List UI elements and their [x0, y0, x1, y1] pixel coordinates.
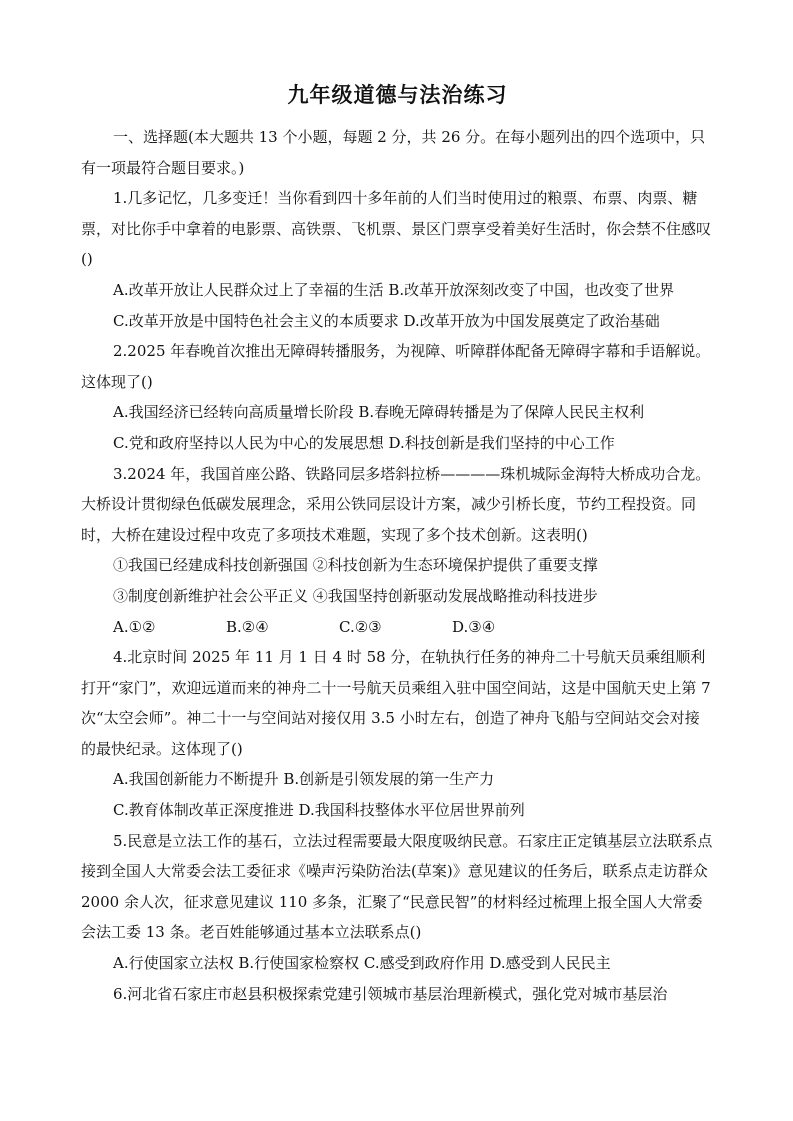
- question-3-stem: 3.2024 年，我国首座公路、铁路同层多塔斜拉桥————珠机城际金海特大桥成功合龙。大桥设计贯彻绿色低碳发展理念，采用公铁同层设计方案，减少引桥长度，节约工程投资。同时，大桥在建设过程中攻克了多项技术难题，实现了多个技术创新。这表明(): [81, 464, 711, 544]
- question-list: [81, 122, 714, 1009]
- question-3-option-b: B.②④: [226, 617, 269, 636]
- question-2-options-ab: A.我国经济已经转向高质量增长阶段 B.春晚无障碍转播是为了保障人民民主权利: [113, 403, 645, 422]
- question-6-stem: 6.河北省石家庄市赵县积极探索党建引领城市基层治理新模式，强化党对城市基层治: [113, 984, 668, 1003]
- question-1-options-cd: C.改革开放是中国特色社会主义的本质要求 D.改革开放为中国发展奠定了政治基础: [113, 311, 660, 330]
- question-5-options: A.行使国家立法权 B.行使国家检察权 C.感受到政府作用 D.感受到人民民主: [113, 954, 611, 973]
- question-1-stem: 1.几多记忆，几多变迁！当你看到四十多年前的人们当时使用过的粮票、布票、肉票、糖票，对比你手中拿着的电影票、高铁票、飞机票、景区门票享受着美好生活时，你会禁不住感叹(): [81, 189, 712, 269]
- question-4-options-cd: C.教育体制改革正深度推进 D.我国科技整体水平位居世界前列: [113, 801, 525, 820]
- question-3-items-12: ①我国已经建成科技创新强国 ②科技创新为生态环境保护提供了重要支撑: [113, 556, 598, 575]
- question-3-options: [81, 612, 714, 643]
- question-2-stem: 2.2025 年春晚首次推出无障碍转播服务，为视障、听障群体配备无障碍字幕和手语解说。这体现了(): [81, 342, 711, 391]
- page-title: 九年级道德与法治练习: [287, 83, 508, 107]
- section-header: 一、选择题(本大题共 13 个小题，每题 2 分，共 26 分。在每小题列出的四个选项中，只有一项最符合题目要求。): [81, 128, 706, 177]
- question-1-options-ab: A.改革开放让人民群众过上了幸福的生活 B.改革开放深刻改变了中国，也改变了世界: [113, 280, 675, 299]
- question-3-items-34: ③制度创新维护社会公平正义 ④我国坚持创新驱动发展战略推动科技进步: [113, 586, 598, 605]
- question-5-stem: 5.民意是立法工作的基石，立法过程需要最大限度吸纳民意。石家庄正定镇基层立法联系点接到全国人大常委会法工委征求《噪声污染防治法(草案)》意见建议的任务后，联系点走访群众 2000 余人次，征求意见建议 110 多条，汇聚了“民意民智”的材料经过梳理上报全国人大常委会法工委 13 条。老百姓能够通过基本立法联系点(): [81, 831, 713, 942]
- question-3-option-d: D.③④: [452, 617, 496, 636]
- question-4-options-ab: A.我国创新能力不断提升 B.创新是引领发展的第一生产力: [113, 770, 495, 789]
- question-2-options-cd: C.党和政府坚持以人民为中心的发展思想 D.科技创新是我们坚持的中心工作: [113, 433, 615, 452]
- question-3-option-c: C.②③: [339, 617, 382, 636]
- question-4-stem: 4.北京时间 2025 年 11 月 1 日 4 时 58 分，在轨执行任务的神舟二十号航天员乘组顺利打开“家门”，欢迎远道而来的神舟二十一号航天员乘组入驻中国空间站，这是中国航天史上第 7 次“太空会师”。神二十一与空间站对接仅用 3.5 小时左右，创造了神舟飞船与空间站交会对接的最快纪录。这体现了(): [81, 648, 711, 758]
- question-3-option-a: A.①②: [113, 617, 156, 636]
